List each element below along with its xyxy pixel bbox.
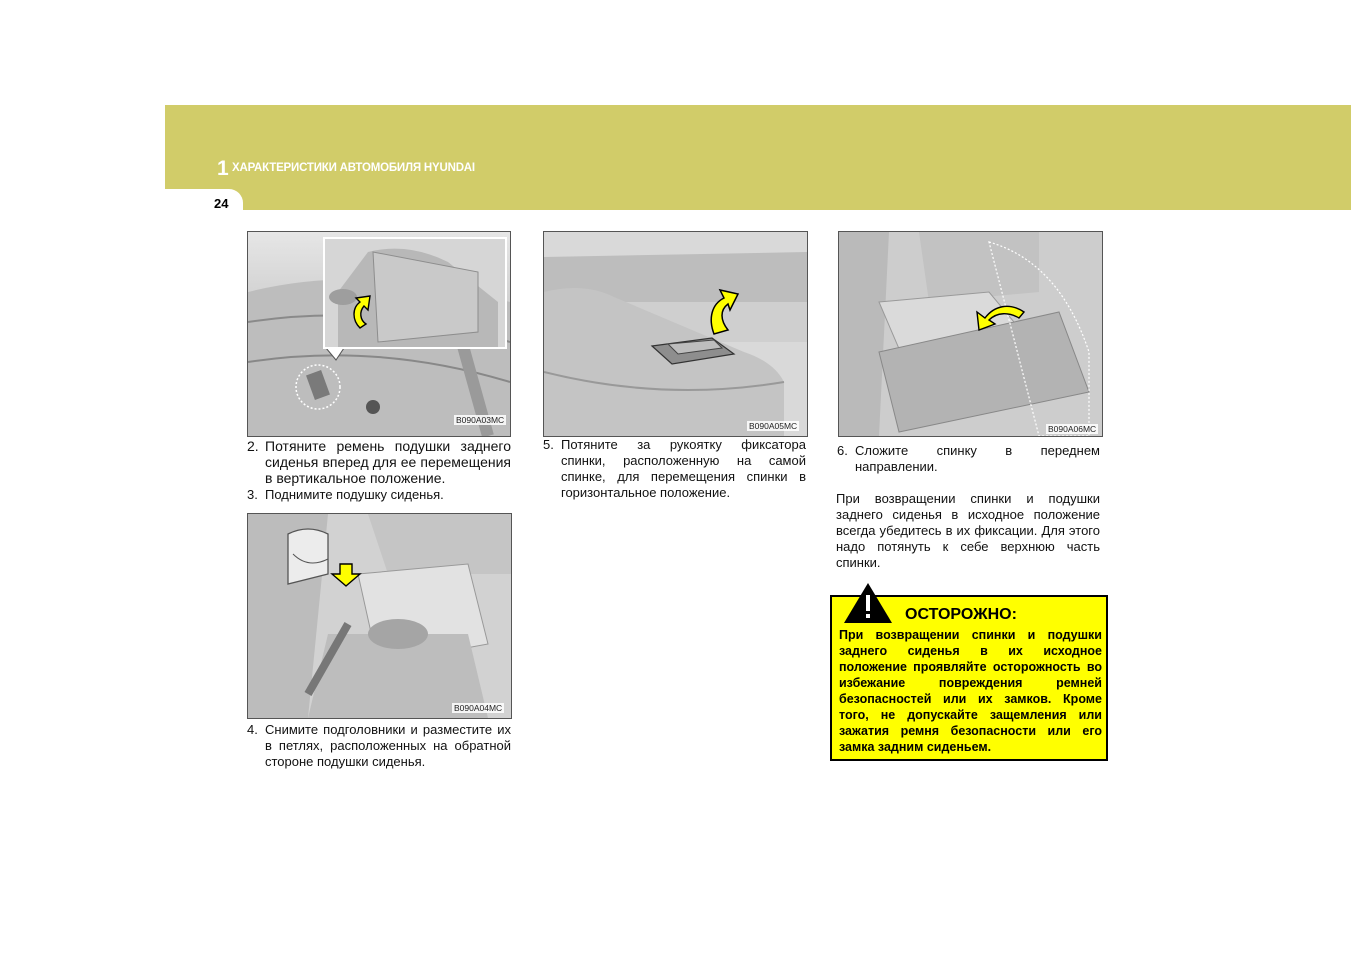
photo-headrests [247, 513, 512, 719]
photo-seatback-latch [543, 231, 808, 437]
step-number: 6. [837, 443, 848, 458]
chapter-title: ХАРАКТЕРИСТИКИ АВТОМОБИЛЯ HYUNDAI [232, 162, 475, 174]
step-text: Сложите спинку в переднем направлении. [855, 443, 1100, 474]
step-text: Поднимите подушку сиденья. [265, 487, 444, 502]
step-text: Потяните ремень подушки заднего сиденья вперед для ее перемещения в вертикальное положение. [265, 438, 511, 486]
warning-box [830, 595, 1108, 761]
photo-code: B090A04MC [454, 703, 503, 713]
photo-folded-seat [838, 231, 1103, 437]
step-text: Снимите подголовники и разместите их в петлях, расположенных на обратной стороне подушки сиденья. [265, 722, 511, 769]
photo-code: B090A03MC [456, 415, 505, 425]
step-text: Потяните за рукоятку фиксатора спинки, расположенную на самой спинке, для перемещения спинки в горизонтальное положение. [561, 437, 806, 500]
step-number: 5. [543, 437, 554, 452]
photo-cushion-strap [247, 231, 511, 437]
warning-title: ОСТОРОЖНО: [905, 606, 1017, 623]
photo-code: B090A05MC [749, 421, 798, 431]
step-2 [247, 438, 511, 486]
step-3 [247, 487, 511, 503]
note-paragraph: При возвращении спинки и подушки заднего сиденья в исходное положение всегда убедитесь в их фиксации. Для этого надо потянуть к себе верхнюю часть спинки. [836, 491, 1100, 570]
photo-code: B090A06MC [1048, 424, 1097, 434]
warning-triangle-icon [842, 581, 894, 625]
warning-text: При возвращении спинки и подушки заднего сиденья в их исходное положение проявляйте осторожность во избежание повреждения ремней безопасностей или их замков. Кроме того, не допускайте защемления или зажатия ремня безопасности или его замка задним сиденьем. [839, 628, 1102, 754]
step-6 [837, 443, 1100, 475]
header-band [165, 105, 1351, 210]
page-number: 24 [214, 196, 229, 211]
step-number: 4. [247, 722, 258, 737]
step-4 [247, 722, 511, 770]
page-number-tab [165, 189, 243, 217]
step-5 [543, 437, 806, 501]
step-number: 3. [247, 487, 258, 502]
step-number: 2. [247, 438, 259, 454]
chapter-number: 1 [217, 157, 229, 180]
